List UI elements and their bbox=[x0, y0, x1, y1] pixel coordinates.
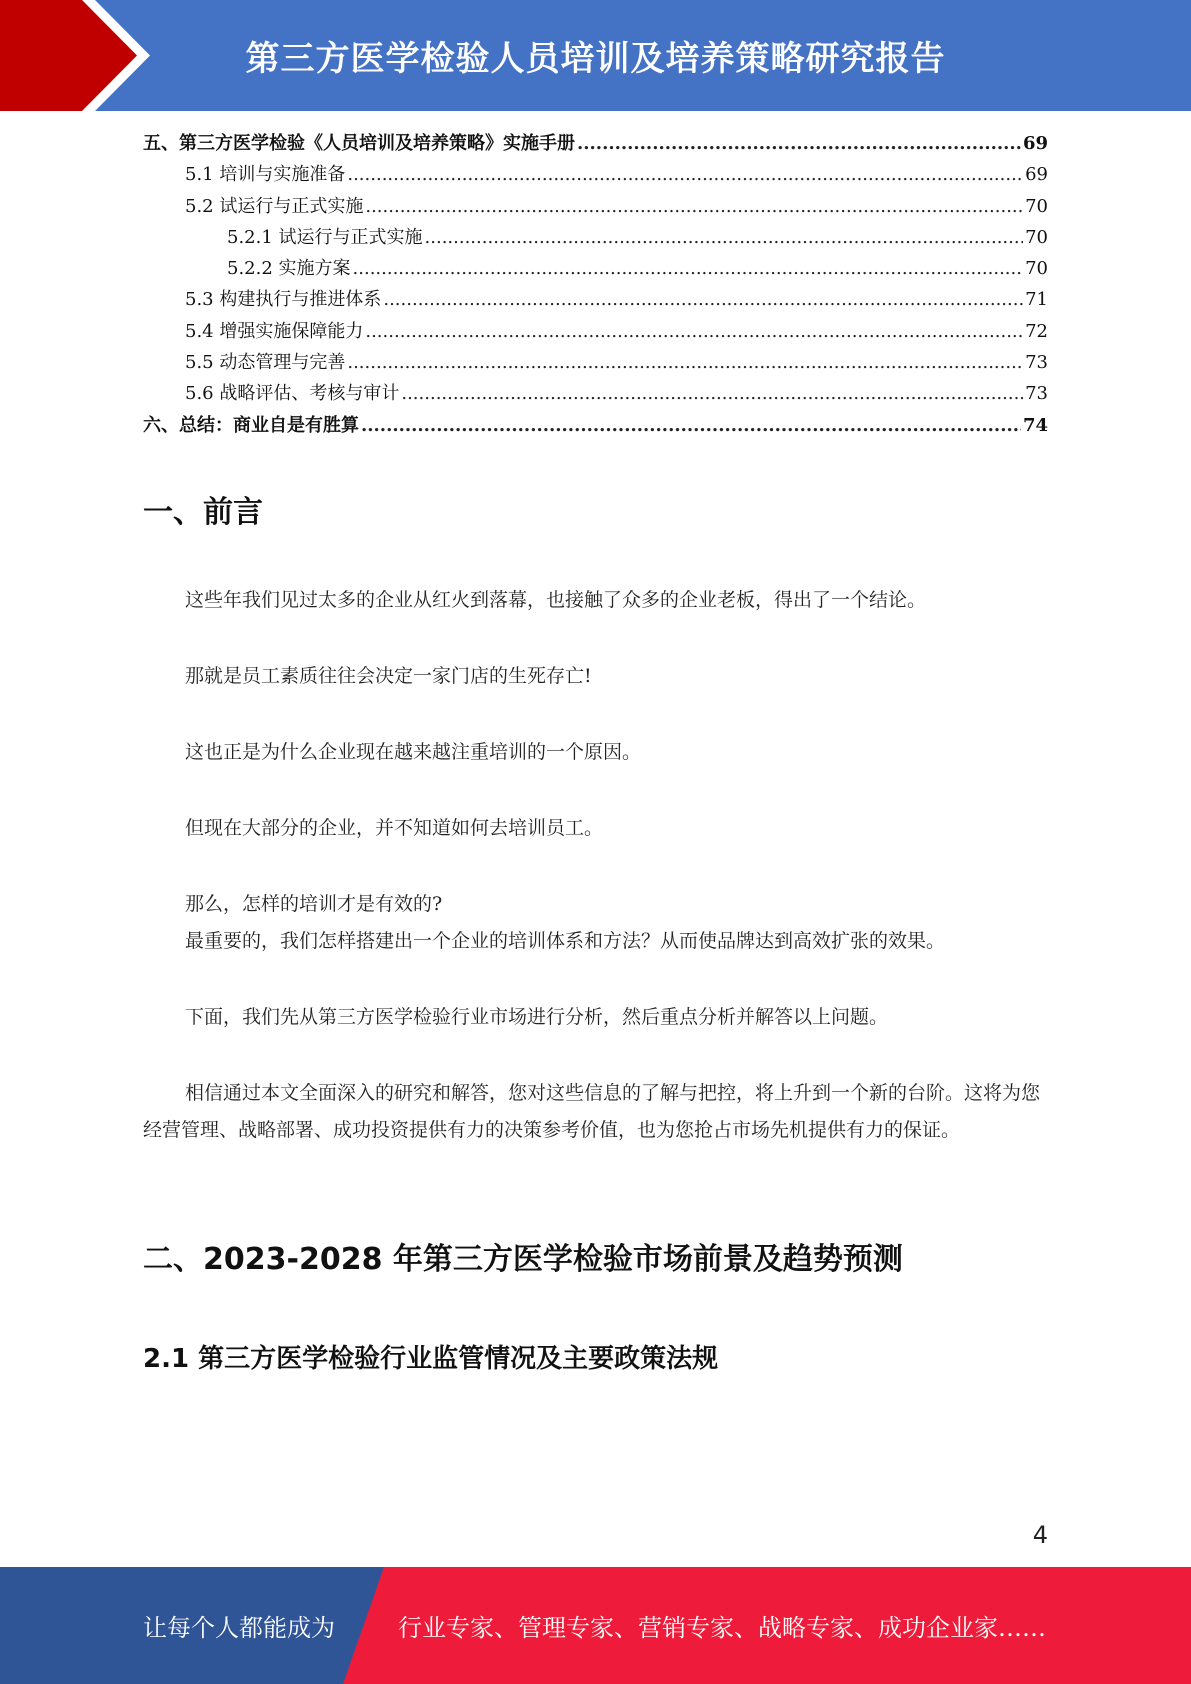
table-of-contents bbox=[143, 128, 1048, 441]
paragraph: 那就是员工素质往往会决定一家门店的生死存亡! bbox=[185, 665, 592, 687]
footer-slogan-right: 行业专家、管理专家、营销专家、战略专家、成功企业家…… bbox=[398, 1614, 1046, 1642]
toc-entry[interactable] bbox=[143, 316, 1048, 347]
toc-leader-dots bbox=[425, 222, 1024, 253]
toc-entry-page: 70 bbox=[1025, 258, 1048, 280]
toc-entry-text: 5.5 动态管理与完善 bbox=[185, 352, 346, 374]
toc-leader-dots bbox=[577, 128, 1021, 159]
toc-entry-text: 五、第三方医学检验《人员培训及培养策略》实施手册 bbox=[143, 133, 575, 154]
toc-entry-text: 5.6 战略评估、考核与审计 bbox=[185, 383, 400, 405]
toc-entry-page: 70 bbox=[1025, 226, 1048, 248]
paragraph: 这也正是为什么企业现在越来越注重培训的一个原因。 bbox=[185, 741, 642, 763]
toc-entry[interactable] bbox=[143, 253, 1048, 284]
toc-entry[interactable] bbox=[143, 410, 1048, 441]
footer-banner bbox=[0, 1567, 1191, 1684]
toc-entry-text: 5.1 培训与实施准备 bbox=[185, 164, 346, 186]
footer-slogan-left: 让每个人都能成为 bbox=[143, 1614, 335, 1642]
toc-entry-text: 5.2.2 实施方案 bbox=[227, 258, 351, 280]
paragraph: 最重要的，我们怎样搭建出一个企业的培训体系和方法？从而使品牌达到高效扩张的效果。 bbox=[185, 930, 946, 952]
toc-entry[interactable] bbox=[143, 128, 1048, 159]
toc-entry-page: 73 bbox=[1025, 352, 1048, 374]
subsection-heading: 2.1 第三方医学检验行业监管情况及主要政策法规 bbox=[143, 1344, 719, 1374]
header-banner bbox=[0, 0, 1191, 111]
toc-entry-text: 5.2 试运行与正式实施 bbox=[185, 195, 364, 217]
toc-entry-page: 69 bbox=[1025, 164, 1048, 186]
toc-leader-dots bbox=[365, 191, 1023, 222]
header-title: 第三方医学检验人员培训及培养策略研究报告 bbox=[245, 39, 946, 79]
section-heading: 一、前言 bbox=[143, 495, 263, 530]
toc-entry-text: 5.4 增强实施保障能力 bbox=[185, 320, 364, 342]
toc-leader-dots bbox=[353, 253, 1024, 284]
toc-entry-page: 69 bbox=[1022, 133, 1048, 154]
toc-entry-page: 74 bbox=[1022, 414, 1048, 436]
toc-entry-text: 5.2.1 试运行与正式实施 bbox=[227, 226, 423, 248]
toc-entry-page: 73 bbox=[1025, 383, 1048, 405]
toc-leader-dots bbox=[401, 378, 1023, 409]
toc-leader-dots bbox=[383, 284, 1023, 315]
toc-leader-dots bbox=[365, 316, 1023, 347]
toc-leader-dots bbox=[347, 159, 1023, 190]
toc-entry[interactable] bbox=[143, 222, 1048, 253]
toc-leader-dots bbox=[347, 347, 1023, 378]
paragraph: 这些年我们见过太多的企业从红火到落幕，也接触了众多的企业老板，得出了一个结论。 bbox=[185, 589, 927, 611]
toc-entry[interactable] bbox=[143, 284, 1048, 315]
paragraph: 但现在大部分的企业，并不知道如何去培训员工。 bbox=[185, 817, 604, 839]
toc-entry-page: 70 bbox=[1025, 195, 1048, 217]
page-number: 4 bbox=[1032, 1521, 1048, 1549]
toc-leader-dots bbox=[361, 410, 1021, 441]
paragraph: 下面，我们先从第三方医学检验行业市场进行分析，然后重点分析并解答以上问题。 bbox=[185, 1006, 889, 1028]
toc-entry-text: 5.3 构建执行与推进体系 bbox=[185, 289, 382, 311]
toc-entry-page: 71 bbox=[1025, 289, 1048, 311]
paragraph: 那么，怎样的培训才是有效的? bbox=[185, 893, 443, 915]
section-heading: 二、2023-2028 年第三方医学检验市场前景及趋势预测 bbox=[143, 1242, 903, 1277]
toc-entry[interactable] bbox=[143, 159, 1048, 190]
toc-entry[interactable] bbox=[143, 347, 1048, 378]
toc-entry-page: 72 bbox=[1025, 320, 1048, 342]
toc-entry[interactable] bbox=[143, 378, 1048, 409]
paragraph: 相信通过本文全面深入的研究和解答，您对这些信息的了解与把控，将上升到一个新的台阶。这将为您经营管理、战略部署、成功投资提供有力的决策参考价值，也为您抢占市场先机提供有力的保证。 bbox=[143, 1082, 1041, 1141]
toc-entry-text: 六、总结：商业自是有胜算 bbox=[143, 414, 359, 436]
toc-entry[interactable] bbox=[143, 191, 1048, 222]
